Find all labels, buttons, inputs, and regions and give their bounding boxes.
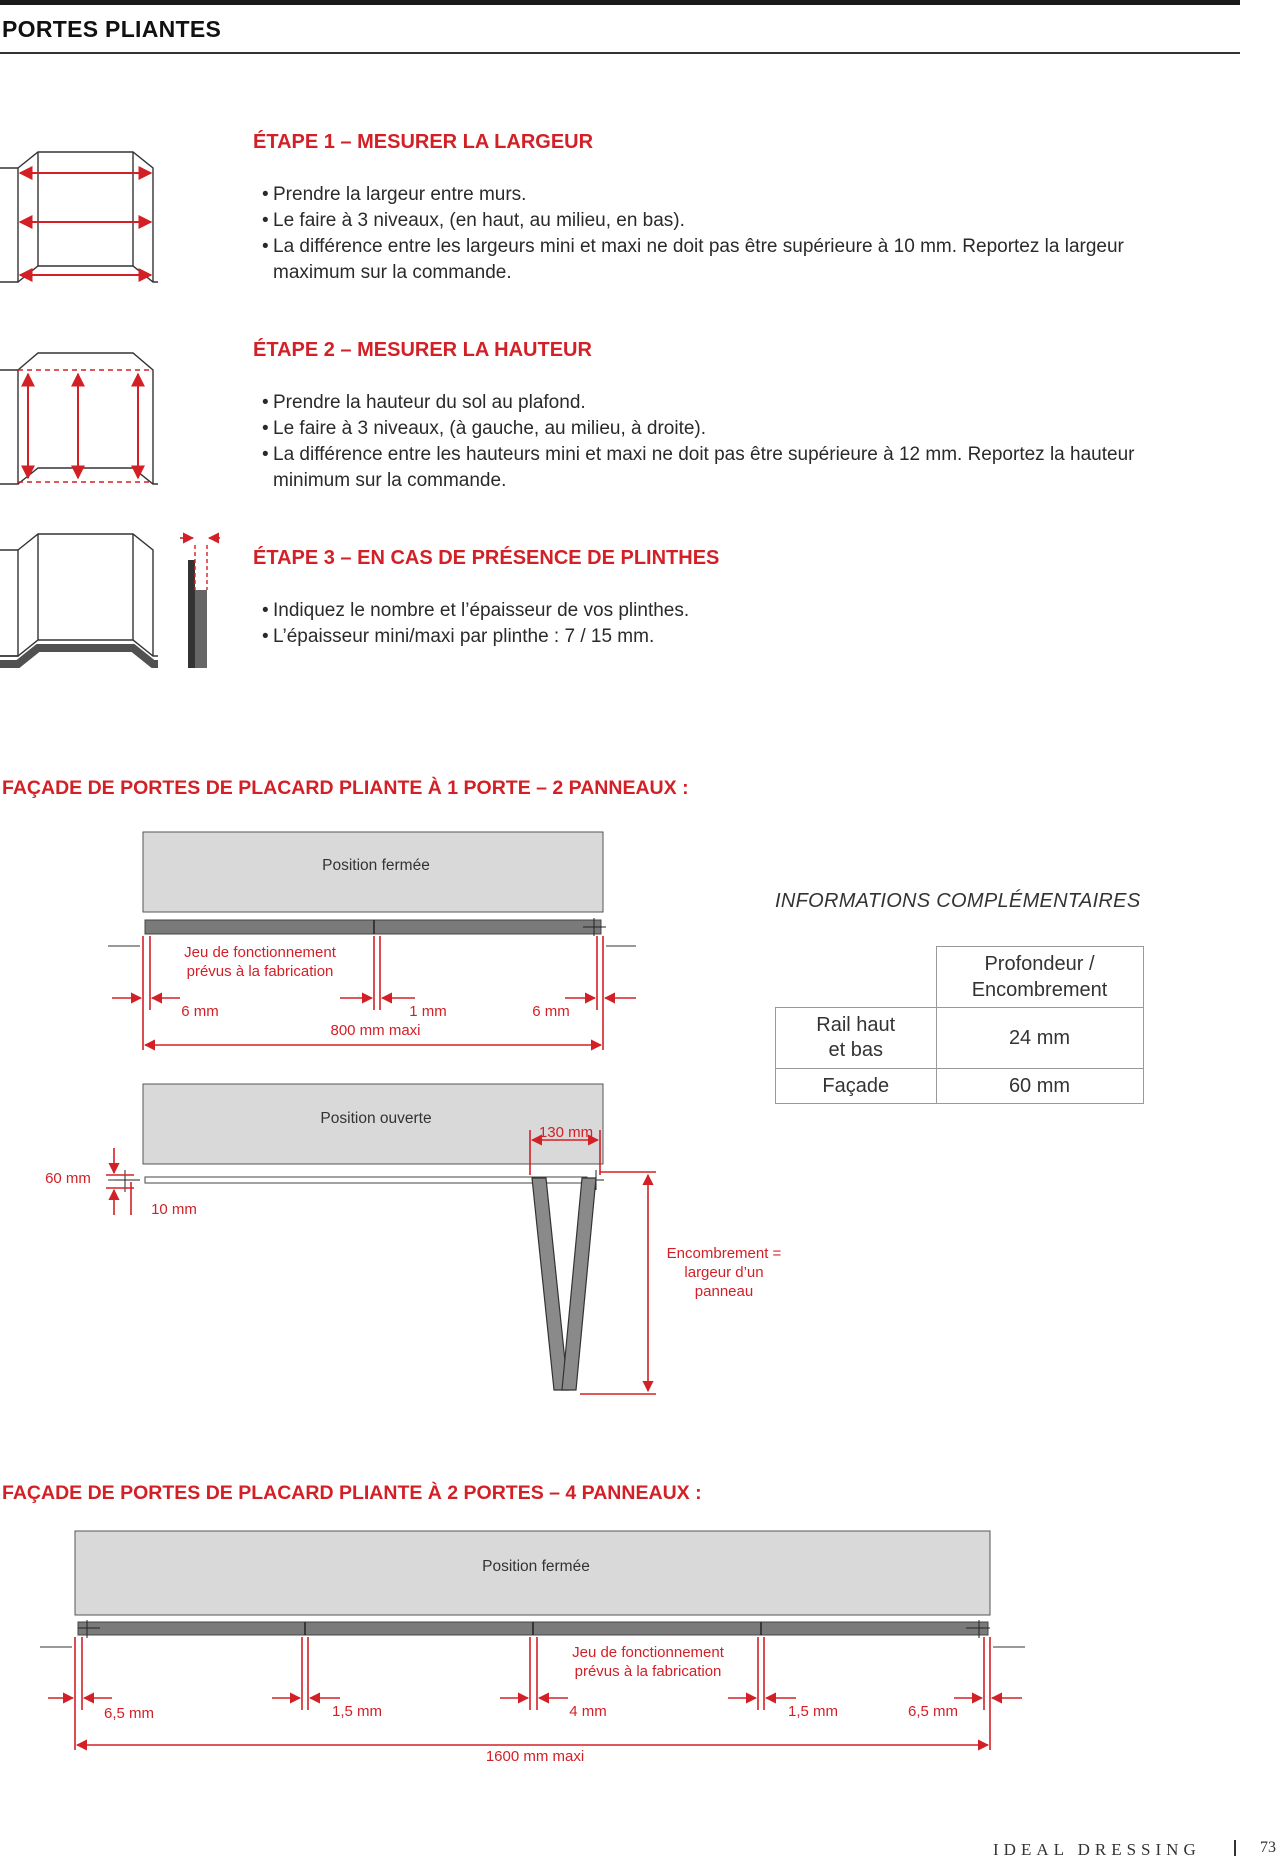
open-position-label: Position ouverte (320, 1110, 432, 1127)
row-label: Rail haut et bas (776, 1008, 937, 1069)
dim-2-0: 6,5 mm (103, 1705, 154, 1722)
list-item: • L’épaisseur mini/maxi par plinthe : 7 / 15 mm. (253, 624, 1153, 650)
list-item: • Le faire à 3 niveaux, (en haut, au milieu, en bas). (253, 208, 1153, 234)
page-title: PORTES PLIANTES (2, 16, 222, 42)
dim-10: 10 mm (151, 1201, 197, 1218)
footer-brand: IDEAL DRESSING (993, 1840, 1201, 1859)
list-item: • Prendre la largeur entre murs. (253, 182, 1153, 208)
list-item: • Indiquez le nombre et l’épaisseur de vos plinthes. (253, 598, 1153, 624)
closed-position-label: Position fermée (322, 857, 430, 874)
step-2-title: ÉTAPE 2 – MESURER LA HAUTEUR (253, 339, 592, 361)
jeu-label-2: Jeu de fonctionnement prévus à la fabrication (572, 1644, 724, 1680)
dim-mid: 1 mm (409, 1003, 447, 1020)
dim-total-2: 1600 mm maxi (485, 1748, 585, 1765)
step-3-title: ÉTAPE 3 – EN CAS DE PRÉSENCE DE PLINTHES (253, 547, 720, 569)
dim-total: 800 mm maxi (330, 1022, 421, 1039)
dim-60: 60 mm (45, 1170, 91, 1187)
dim-2-4: 6,5 mm (907, 1703, 958, 1720)
dim-2-1: 1,5 mm (331, 1703, 382, 1720)
list-item: • La différence entre les largeurs mini et maxi ne doit pas être supérieure à 10 mm. Reportez la largeur maximum sur la commande. (253, 234, 1153, 286)
step-1-title: ÉTAPE 1 – MESURER LA LARGEUR (253, 131, 594, 153)
page-number: 73 (1260, 1839, 1276, 1856)
list-item: • La différence entre les hauteurs mini et maxi ne doit pas être supérieure à 12 mm. Reportez la hauteur minimum sur la commande. (253, 442, 1153, 494)
section-2-title: FAÇADE DE PORTES DE PLACARD PLIANTE À 2 PORTES – 4 PANNEAUX : (2, 1482, 702, 1504)
closed-position-label-2: Position fermée (482, 1558, 590, 1575)
dim-2-3: 1,5 mm (787, 1703, 838, 1720)
dim-left: 6 mm (181, 1003, 219, 1020)
list-item: • Le faire à 3 niveaux, (à gauche, au milieu, à droite). (253, 416, 1153, 442)
row-value: 24 mm (936, 1008, 1143, 1069)
encombrement-label: Encombrement = largeur d’un panneau (666, 1245, 782, 1300)
section-1-title: FAÇADE DE PORTES DE PLACARD PLIANTE À 1 PORTE – 2 PANNEAUX : (2, 777, 689, 799)
list-item: • Prendre la hauteur du sol au plafond. (253, 390, 1153, 416)
dim-right: 6 mm (532, 1003, 570, 1020)
row-value: 60 mm (936, 1069, 1143, 1104)
footer-separator (1234, 1840, 1236, 1856)
info-title: INFORMATIONS COMPLÉMENTAIRES (775, 890, 1141, 912)
dim-open-width: 130 mm (538, 1124, 594, 1141)
dim-2-2: 4 mm (569, 1703, 607, 1720)
row-label: Façade (776, 1069, 937, 1104)
jeu-label: Jeu de fonctionnement prévus à la fabrication (184, 944, 336, 980)
column-header: Profondeur / Encombrement (936, 947, 1143, 1008)
